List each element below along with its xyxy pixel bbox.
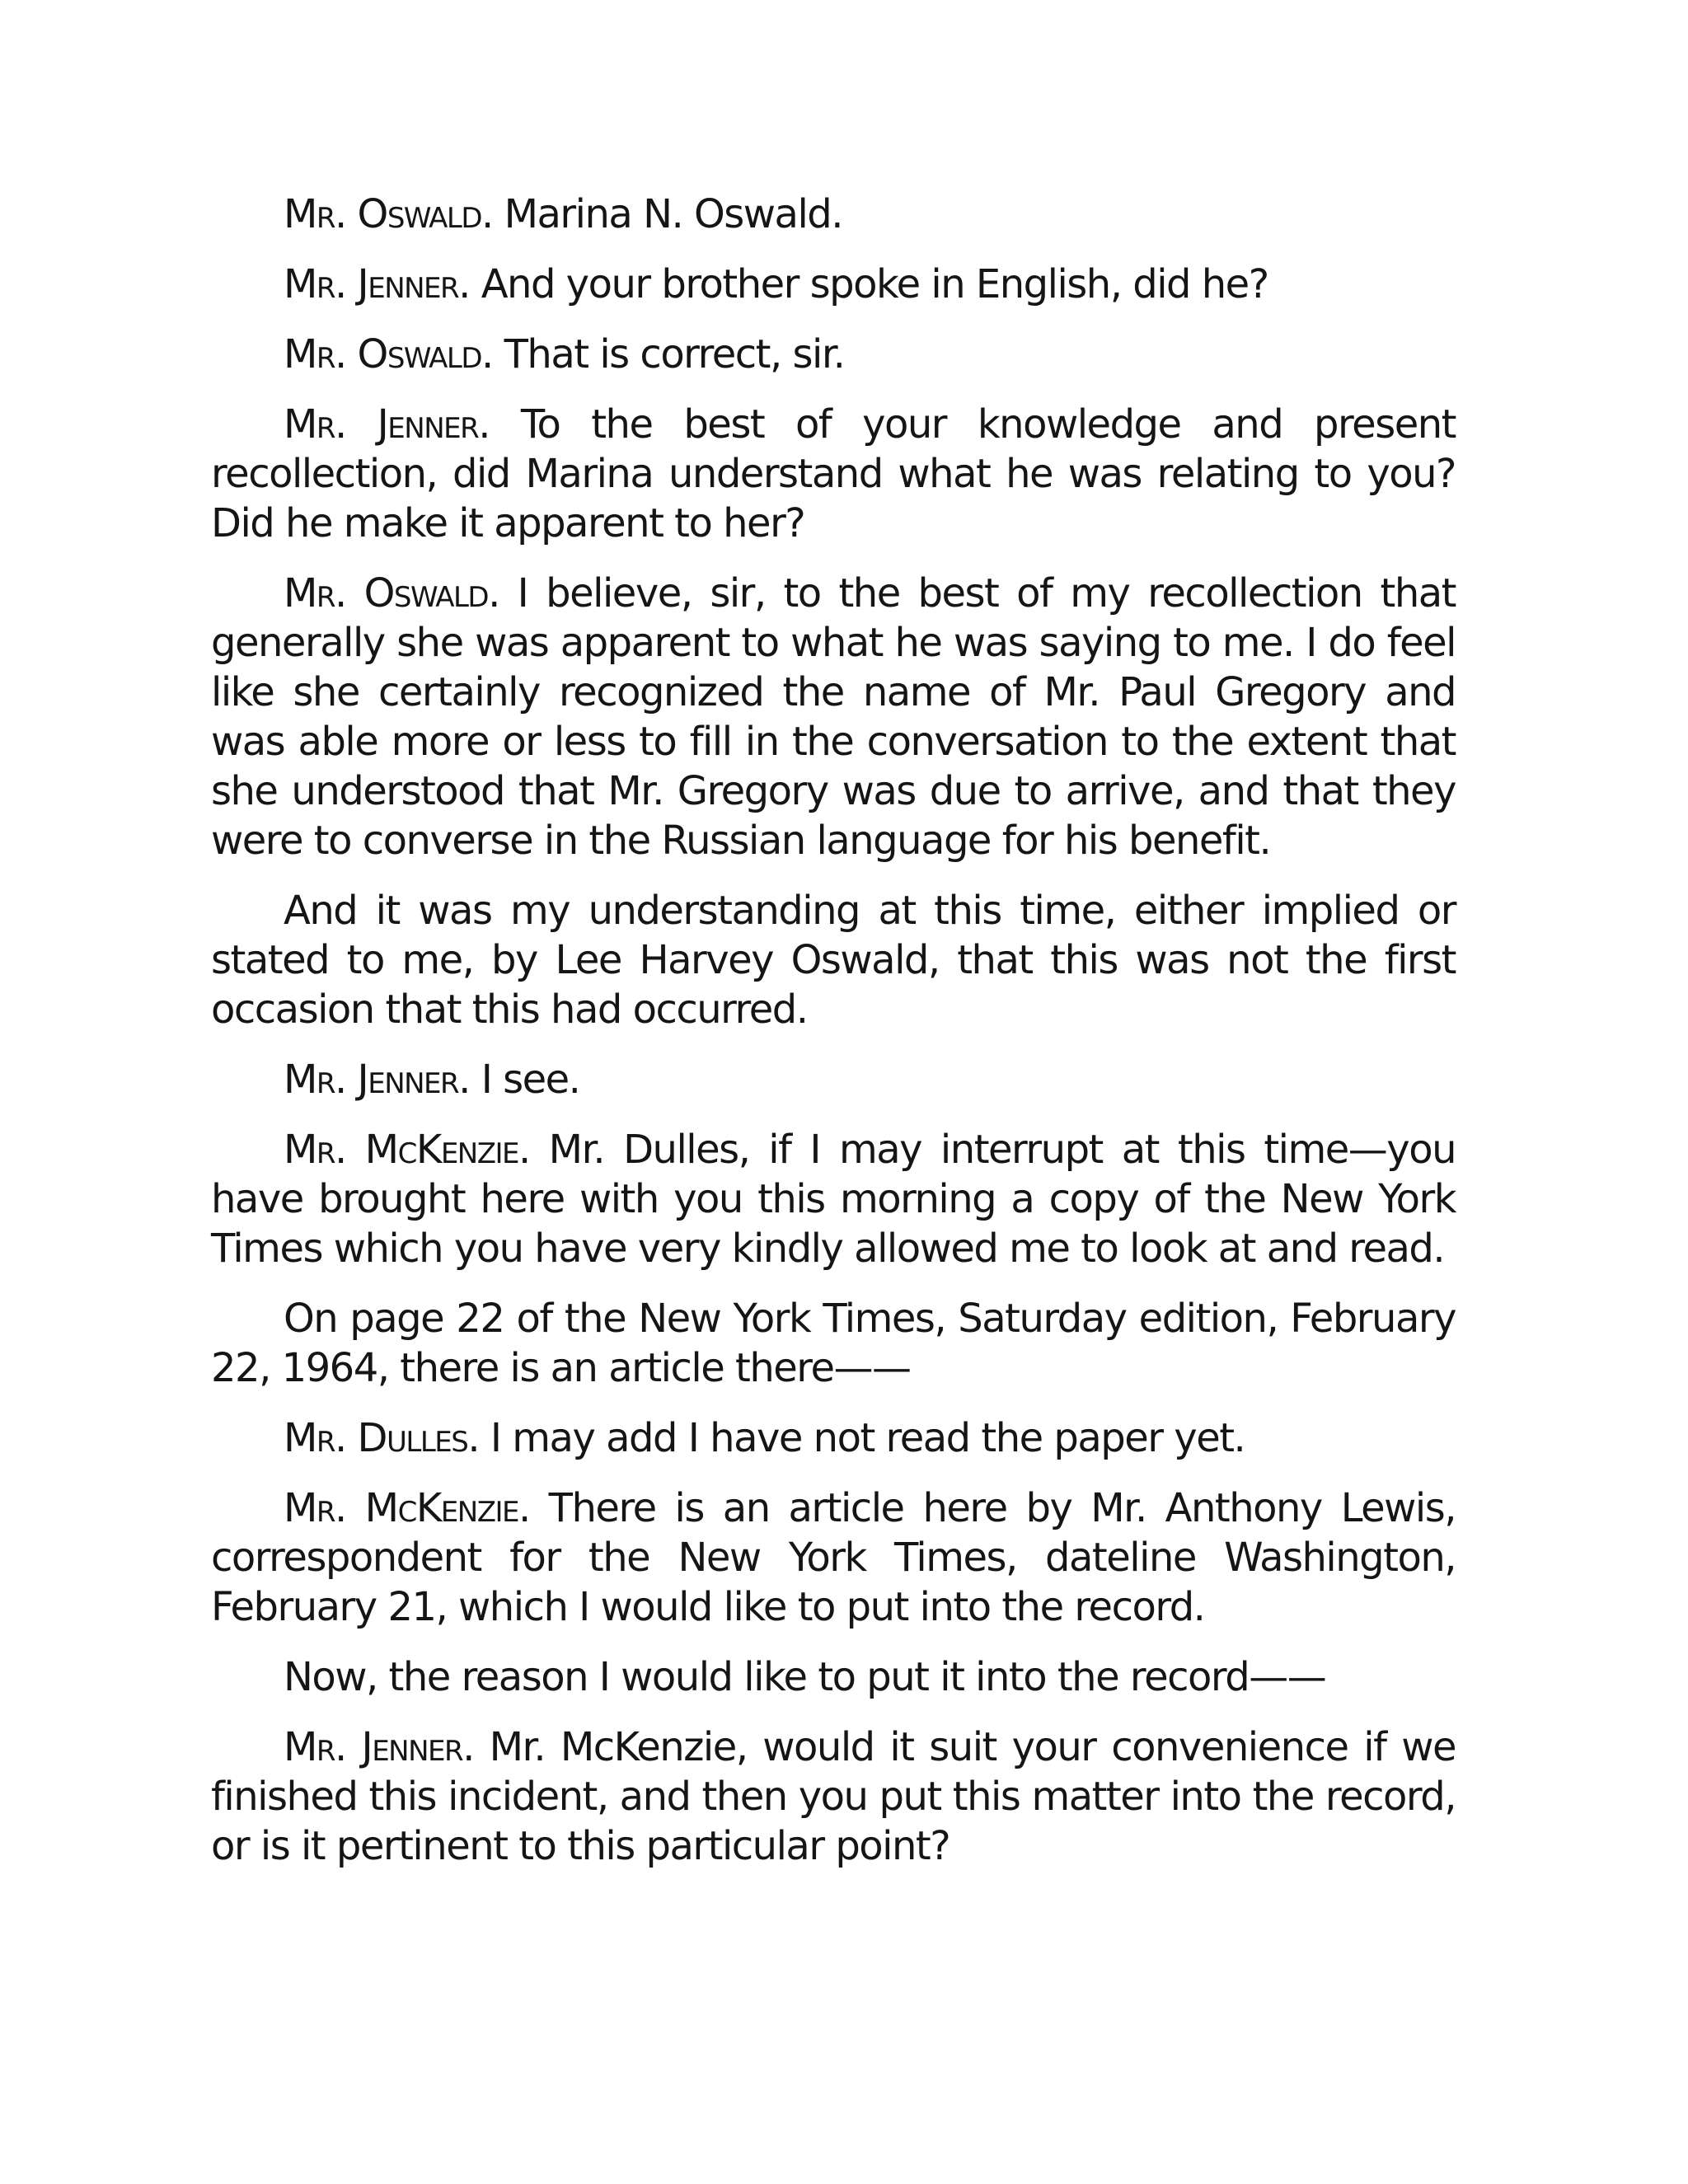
transcript-paragraph xyxy=(211,1125,1456,1273)
paragraph-text: Mr. McKenzie, would it suit your convenience if we finished this incident, and then you put this matter into the record, or is it pertinent to this particular point? xyxy=(211,1724,1456,1869)
paragraph-text: Now, the reason I would like to put it into the record—— xyxy=(284,1654,1326,1700)
transcript-paragraph xyxy=(211,1652,1456,1702)
paragraph-text: Mr. Dulles, if I may interrupt at this time—you have brought here with you this morning a copy of the New York Times which you have very kindly allowed me to look at and read. xyxy=(211,1127,1456,1272)
transcript-paragraph xyxy=(211,1055,1456,1104)
transcript-paragraph xyxy=(211,260,1456,309)
paragraph-text: I believe, sir, to the best of my recollection that generally she was apparent to what he was saying to me. I do feel like she certainly recognized the name of Mr. Paul Gregory and was able more or less to fill in the conversation to the extent that she understood that Mr. Gregory was due to arrive, and that they were to converse in the Russian language for his benefit. xyxy=(211,570,1456,864)
speaker-name: Mr. Oswald. xyxy=(284,331,493,377)
paragraph-text: I see. xyxy=(469,1057,580,1103)
speaker-name: Mr. Jenner. xyxy=(284,261,470,307)
speaker-name: Mr. Dulles. xyxy=(284,1415,480,1461)
speaker-name: Mr. Oswald. xyxy=(284,570,499,616)
paragraph-text: And it was my understanding at this time, either implied or stated to me, by Lee Harvey Oswald, that this was not the first occasion that this had occurred. xyxy=(211,888,1456,1033)
paragraph-text: On page 22 of the New York Times, Saturday edition, February 22, 1964, there is an article there—— xyxy=(211,1296,1456,1391)
transcript-paragraph xyxy=(211,1413,1456,1463)
paragraph-text: I may add I have not read the paper yet. xyxy=(479,1415,1245,1461)
transcript-paragraph xyxy=(211,330,1456,379)
paragraph-text: And your brother spoke in English, did he? xyxy=(469,261,1268,307)
speaker-name: Mr. Jenner. xyxy=(284,1724,474,1770)
paragraph-text: There is an article here by Mr. Anthony Lewis, correspondent for the New York Times, dateline Washington, February 21, which I would like to put into the record. xyxy=(211,1485,1456,1630)
speaker-name: Mr. Jenner. xyxy=(284,401,490,448)
transcript-paragraph xyxy=(211,1294,1456,1393)
speaker-name: Mr. McKenzie. xyxy=(284,1485,530,1531)
transcript-paragraph xyxy=(211,1483,1456,1632)
transcript-paragraph xyxy=(211,886,1456,1034)
paragraph-text: Marina N. Oswald. xyxy=(492,191,843,237)
transcript-paragraph xyxy=(211,569,1456,865)
speaker-name: Mr. Oswald. xyxy=(284,191,493,237)
paragraph-text: To the best of your knowledge and present recollection, did Marina understand what he was relating to you? Did he make it apparent to her? xyxy=(211,401,1456,546)
speaker-name: Mr. Jenner. xyxy=(284,1057,470,1103)
paragraph-text: That is correct, sir. xyxy=(492,331,845,377)
transcript-paragraph xyxy=(211,1722,1456,1871)
transcript-paragraph xyxy=(211,400,1456,548)
speaker-name: Mr. McKenzie. xyxy=(284,1127,530,1173)
transcript-page xyxy=(211,190,1456,1891)
transcript-paragraph xyxy=(211,190,1456,239)
